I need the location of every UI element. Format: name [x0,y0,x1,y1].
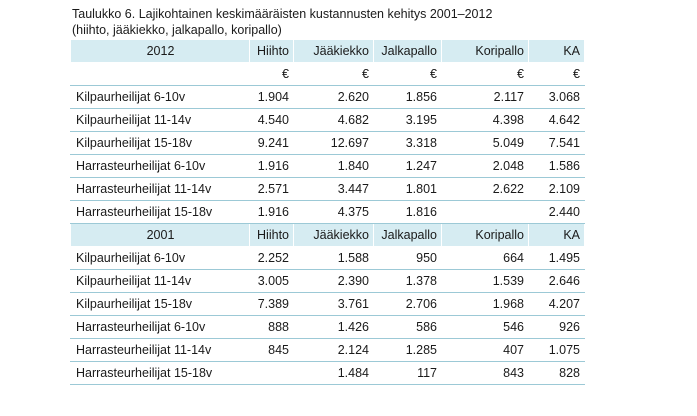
row-label: Kilpaurheilijat 6-10v [71,247,250,270]
cell-value: 1.840 [294,155,374,178]
cell-value: 1.801 [374,178,442,201]
cell-value: 1.426 [294,316,374,339]
cell-value: 845 [250,339,294,362]
column-header-hiihto: Hiihto [250,224,294,247]
row-label: Kilpaurheilijat 15-18v [71,132,250,155]
cell-value: 3.318 [374,132,442,155]
cell-value: 1.075 [529,339,585,362]
table-row [71,201,585,224]
cell-value: 1.586 [529,155,585,178]
table-row [71,132,585,155]
column-header-jalkapallo: Jalkapallo [374,40,442,63]
cell-value: 1.285 [374,339,442,362]
table-row [71,316,585,339]
column-header-ka: KA [529,40,585,63]
cell-value: 4.540 [250,109,294,132]
row-label: Harrasteurheilijat 15-18v [71,362,250,385]
cell-value: 3.195 [374,109,442,132]
year-label: 2001 [71,224,250,247]
table-row [71,86,585,109]
cell-value: 4.682 [294,109,374,132]
cell-value: 4.642 [529,109,585,132]
unit-row [71,63,585,86]
column-header-jaakiekko: Jääkiekko [294,224,374,247]
row-label: Harrasteurheilijat 6-10v [71,316,250,339]
column-header-koripallo: Koripallo [442,40,529,63]
cell-value: 2.646 [529,270,585,293]
row-label: Harrasteurheilijat 6-10v [71,155,250,178]
row-label: Harrasteurheilijat 15-18v [71,201,250,224]
cell-value: 1.484 [294,362,374,385]
cell-value: 2.622 [442,178,529,201]
cell-value: 2.252 [250,247,294,270]
caption-subtitle: (hiihto, jääkiekko, jalkapallo, koripallo) [72,23,282,37]
cell-value: 2.109 [529,178,585,201]
cell-value: 7.389 [250,293,294,316]
cell-value: 1.495 [529,247,585,270]
cell-value: 9.241 [250,132,294,155]
cell-value: 1.539 [442,270,529,293]
cell-value: 1.916 [250,155,294,178]
unit-symbol: € [374,63,442,86]
table-row [71,362,585,385]
unit-symbol: € [529,63,585,86]
column-header-hiihto: Hiihto [250,40,294,63]
cell-value: 5.049 [442,132,529,155]
cell-value: 1.916 [250,201,294,224]
column-header-ka: KA [529,224,585,247]
cell-value: 3.005 [250,270,294,293]
cell-value: 2.117 [442,86,529,109]
cell-value: 3.447 [294,178,374,201]
column-header-koripallo: Koripallo [442,224,529,247]
table-caption [72,6,492,38]
row-label: Kilpaurheilijat 11-14v [71,109,250,132]
row-label: Harrasteurheilijat 11-14v [71,178,250,201]
table-row [71,339,585,362]
cell-value: 926 [529,316,585,339]
unit-symbol: € [294,63,374,86]
row-label: Kilpaurheilijat 11-14v [71,270,250,293]
cell-value: 1.904 [250,86,294,109]
table-row [71,109,585,132]
cell-value: 3.761 [294,293,374,316]
cell-value: 12.697 [294,132,374,155]
cell-value: 664 [442,247,529,270]
cell-value: 2.571 [250,178,294,201]
cell-value: 2.048 [442,155,529,178]
cell-value: 1.968 [442,293,529,316]
cell-value: 843 [442,362,529,385]
cell-value: 1.816 [374,201,442,224]
cell-value: 2.390 [294,270,374,293]
cell-value: 7.541 [529,132,585,155]
cell-value: 117 [374,362,442,385]
cell-value [442,201,529,224]
cell-value: 4.398 [442,109,529,132]
unit-spacer [71,63,250,86]
unit-symbol: € [250,63,294,86]
cell-value: 3.068 [529,86,585,109]
cell-value: 1.588 [294,247,374,270]
cell-value [250,362,294,385]
cell-value: 950 [374,247,442,270]
cell-value: 407 [442,339,529,362]
cell-value: 2.440 [529,201,585,224]
cell-value: 1.378 [374,270,442,293]
year-label: 2012 [71,40,250,63]
table-row [71,293,585,316]
row-label: Harrasteurheilijat 11-14v [71,339,250,362]
cell-value: 2.620 [294,86,374,109]
cell-value: 1.856 [374,86,442,109]
cell-value: 1.247 [374,155,442,178]
caption-title: Taulukko 6. Lajikohtainen keskimääräisten kustannusten kehitys 2001–2012 [72,7,493,21]
section-header-2012 [71,40,585,63]
cell-value: 4.207 [529,293,585,316]
cell-value: 888 [250,316,294,339]
table-row [71,178,585,201]
cell-value: 2.124 [294,339,374,362]
row-label: Kilpaurheilijat 15-18v [71,293,250,316]
cell-value: 828 [529,362,585,385]
table-row [71,270,585,293]
cell-value: 2.706 [374,293,442,316]
table-row [71,155,585,178]
column-header-jalkapallo: Jalkapallo [374,224,442,247]
unit-symbol: € [442,63,529,86]
column-header-jaakiekko: Jääkiekko [294,40,374,63]
cost-table [70,39,585,385]
cell-value: 546 [442,316,529,339]
row-label: Kilpaurheilijat 6-10v [71,86,250,109]
cell-value: 4.375 [294,201,374,224]
cell-value: 586 [374,316,442,339]
section-header-2001 [71,224,585,247]
table-row [71,247,585,270]
